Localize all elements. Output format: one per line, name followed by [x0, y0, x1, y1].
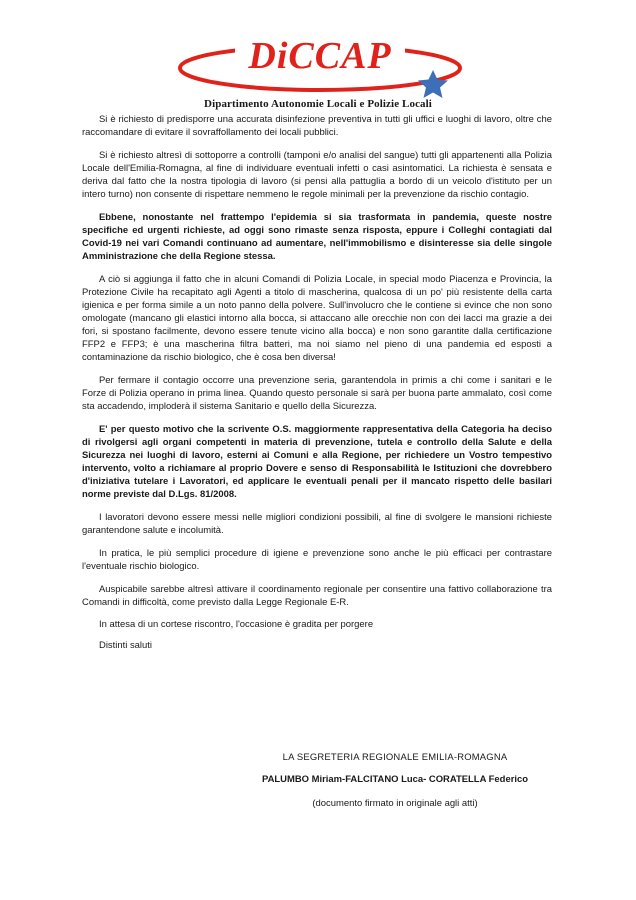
signature-office: LA SEGRETERIA REGIONALE EMILIA-ROMAGNA [282, 752, 508, 763]
paragraph-1: Si è richiesto di predisporre una accurata disinfezione preventiva in tutti gli uffici e luoghi di lavoro, oltre che raccomandare di evitare il sovraffollamento dei locali pubblici. [82, 114, 552, 139]
letter-body [82, 113, 552, 653]
signature-note: (documento firmato in originale agli atti) [312, 798, 478, 809]
paragraph-8: In pratica, le più semplici procedure di igiene e prevenzione sono anche le più efficaci per contrastare l'eventuale rischio biologico. [82, 547, 552, 572]
paragraph-3: Ebbene, nonostante nel frattempo l'epidemia si sia trasformata in pandemia, queste nostre specifiche ed urgenti richieste, ad oggi sono rimaste senza risposta, eppure i Colleghi contagiati dal Covid-19 nei vari Comandi continuano ad aumentare, nell'immobilismo e disinteresse sia delle singole Amministrazione che della Regione stessa. [82, 211, 552, 263]
department-heading: Dipartimento Autonomie Locali e Polizie Locali [204, 98, 432, 110]
paragraph-2: Si è richiesto altresì di sottoporre a controlli (tamponi e/o analisi del sangue) tutti gli appartenenti alla Polizia Locale dell'Emilia-Romagna, al fine di individuare eventuali infetti o casi asintomatici. La richiesta è sensata e deriva dal fatto che la nostra tipologia di lavoro (si pensi alla pattuglia a bordo di un veicolo d'istituto per un intero turno) non consente di rispettare nemmeno le regole minimali per la prevenzione da rischio contagio. [82, 149, 552, 201]
paragraph-9: Auspicabile sarebbe altresì attivare il coordinamento regionale per consentire una fattivo collaborazione tra Comandi in difficoltà, come previsto dalla Legge Regionale E-R. [82, 583, 552, 608]
star-icon [418, 70, 448, 98]
paragraph-5: Per fermare il contagio occorre una prevenzione seria, garantendola in primis a chi come i sanitari e le Forze di Polizia operano in prima linea. Quando questo personale si sarà per buona parte ammalato, così come sta accadendo, imploderà il sistema Sanitario e quello della Sicurezza. [82, 374, 552, 413]
paragraph-7: I lavoratori devono essere messi nelle migliori condizioni possibili, al fine di svolgere le mansioni richieste garantendone salute e incolumità. [82, 512, 552, 537]
paragraph-6: E' per questo motivo che la scrivente O.S. maggiormente rappresentativa della Categoria ha deciso di rivolgersi agli organi competenti in materia di prevenzione, tutela e controllo della Salute e della Sicurezza nei luoghi di lavoro, esterni ai Comuni e alla Regione, per richiedere un Vostro tempestivo intervento, volto a richiamare al proprio Dovere e senso di Responsabilità le Istituzioni che dovrebbero d'iniziativa tutelare i Lavoratori, ed applicare le eventuali penali per il mancato rispetto delle basilari norme previste dal D.Lgs. 81/2008. [82, 423, 552, 501]
diccap-logo [175, 32, 465, 102]
svg-text:DiCCAP: DiCCAP [248, 35, 392, 77]
closing-line: In attesa di un cortese riscontro, l'occasione è gradita per porgere [99, 619, 374, 631]
paragraph-4: A ciò si aggiunga il fatto che in alcuni Comandi di Polizia Locale, in special modo Piacenza e Provincia, la Protezione Civile ha recapitato agli Agenti a titolo di mascherina, qualcosa di un po' più resistente della carta igienica e per forma simile a un noto panno della polvere. Sull'involucro che le contiene si evince che non sono omologate (mancano gli elastici intorno alla bocca, si attaccano alle orecchie non con dei lacci ma grazie a dei fori, si spostano facilmente, devono essere tenute vicino alla bocca) e non sono garantite dalla certificazione FFP2 e FFP3; è una mascherina filtra batteri, ma noi siamo nel pieno di una pandemia ed esposti a contaminazione da rischio biologico, che è cosa ben diversa! [82, 273, 552, 364]
diccap-logo-graphic [175, 32, 465, 102]
signature-names: PALUMBO Miriam-FALCITANO Luca- CORATELLA Federico [262, 774, 528, 785]
salutation: Distinti saluti [99, 640, 152, 652]
